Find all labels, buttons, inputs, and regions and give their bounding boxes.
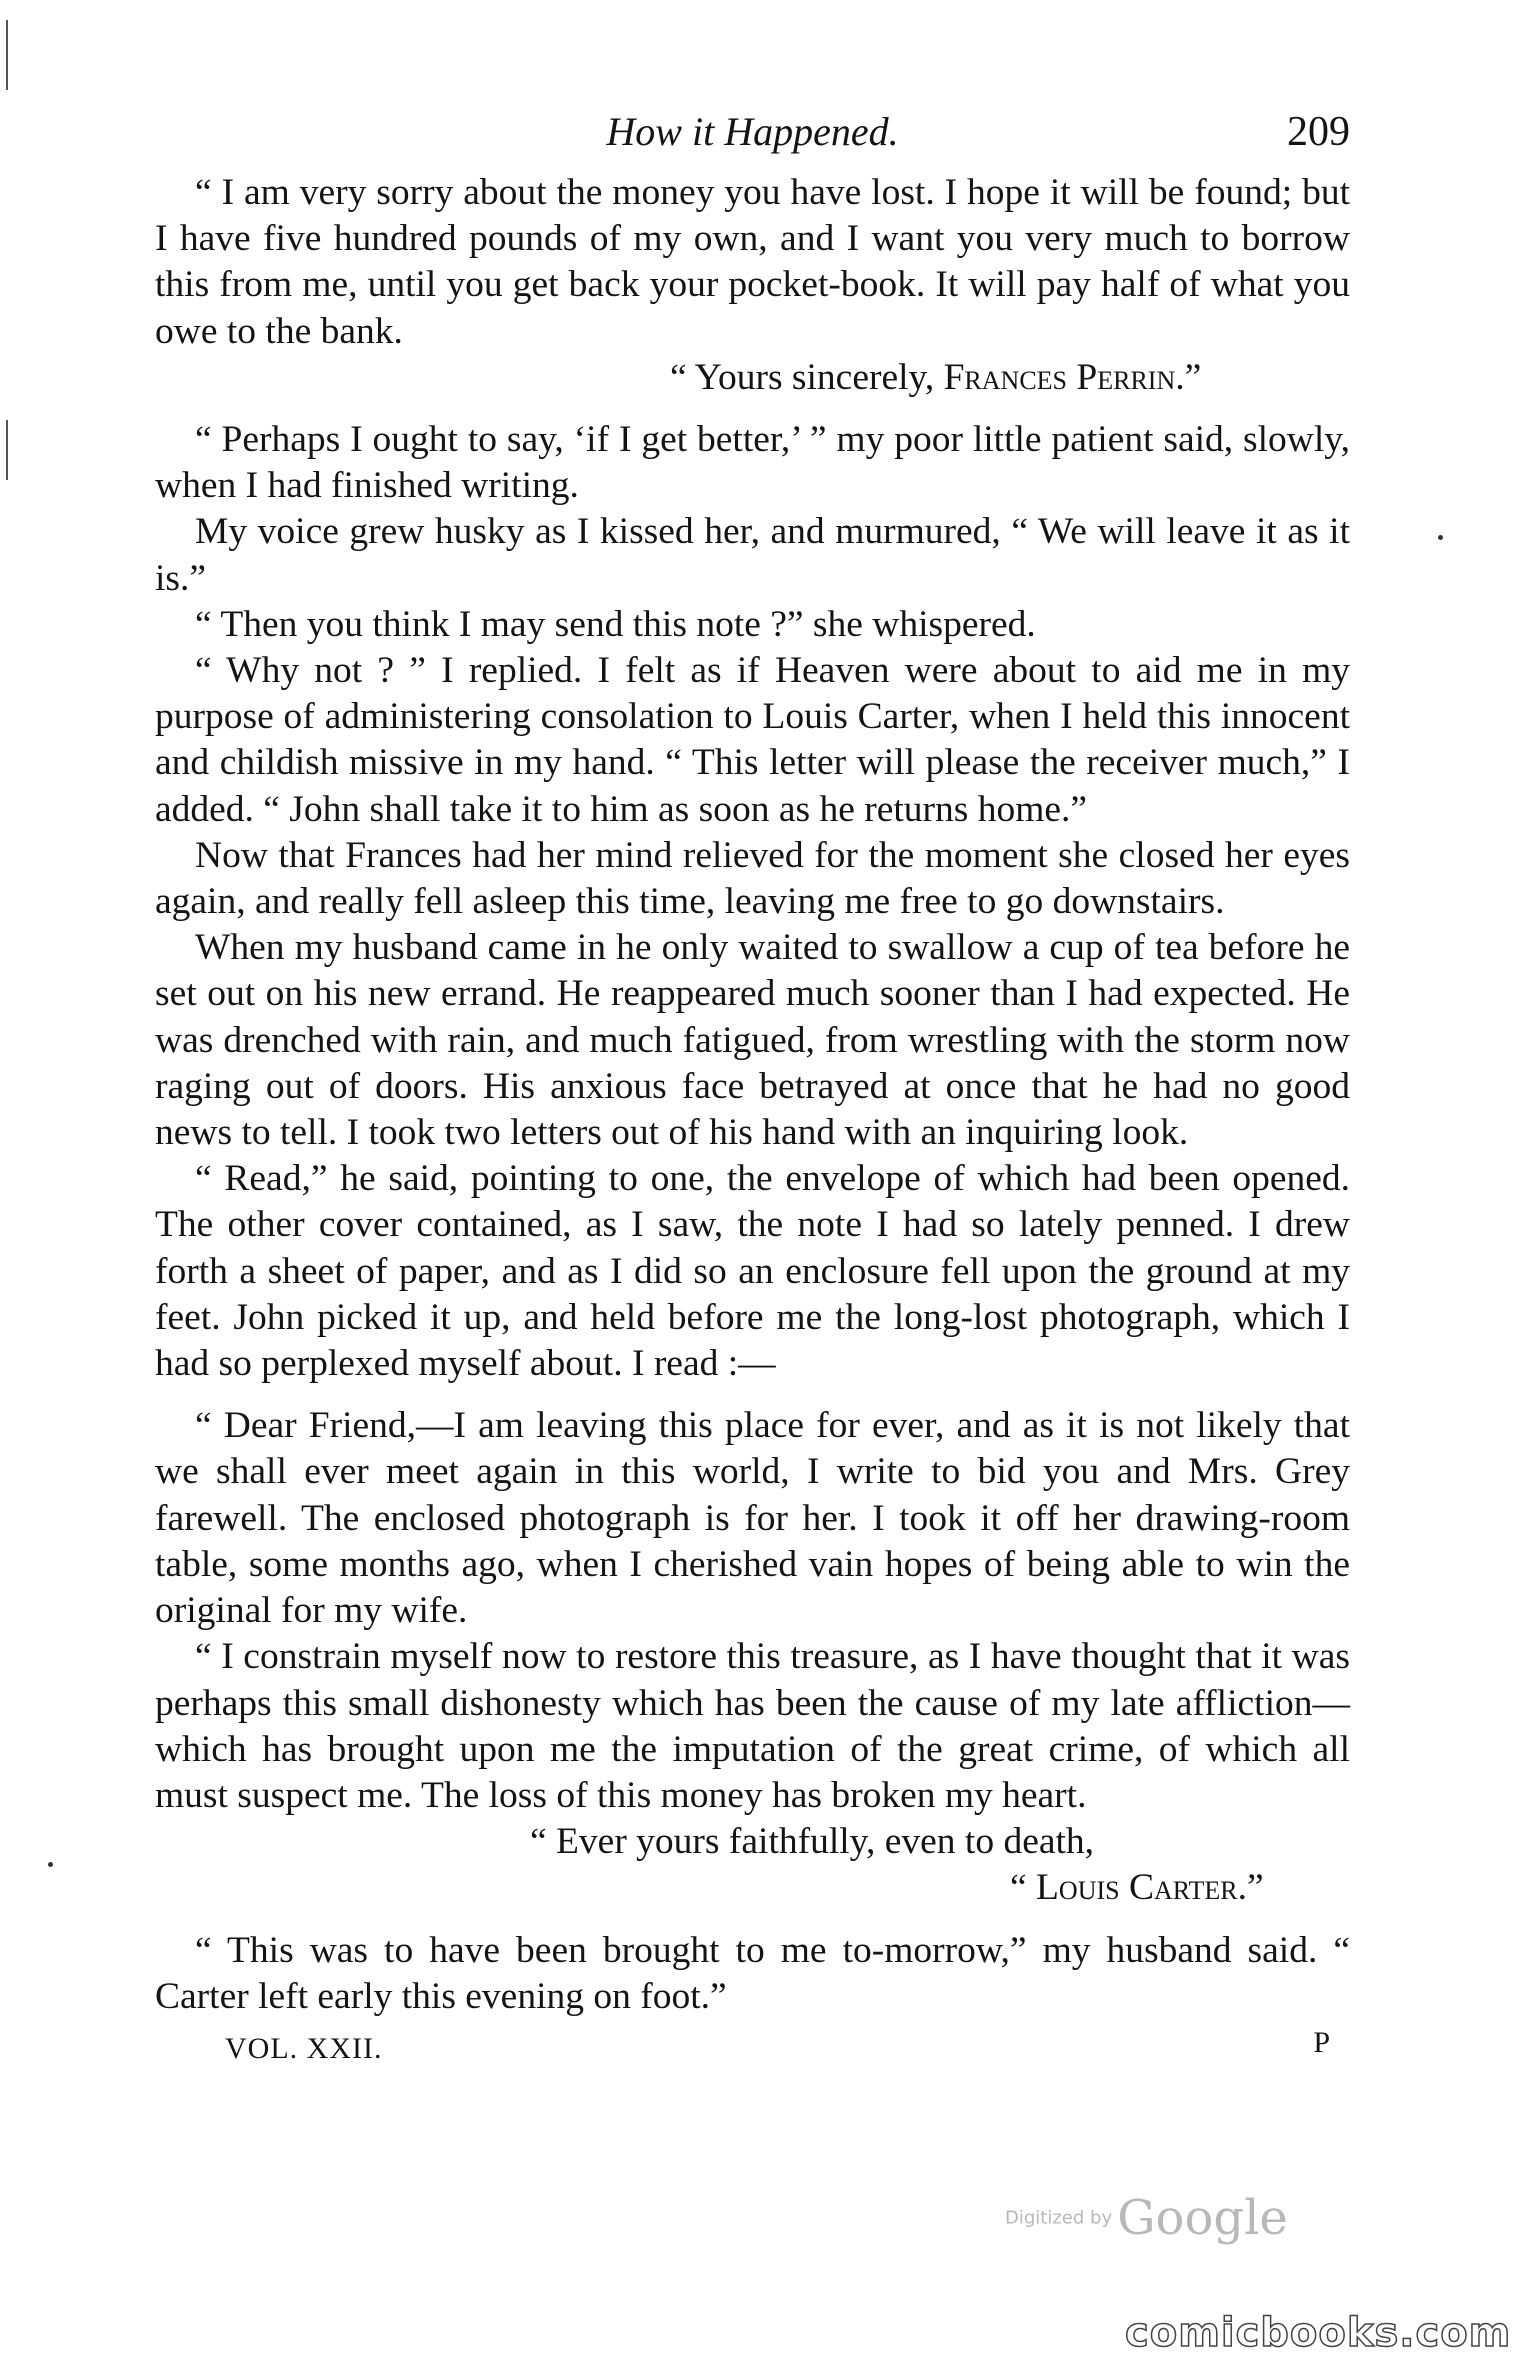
body-paragraph: Now that Frances had her mind relieved for the moment she closed her eyes again, and really fell asleep this time, leaving me free to go downstairs. xyxy=(155,834,1350,923)
page-edge-mark xyxy=(6,20,8,90)
running-title: How it Happened. xyxy=(606,109,899,154)
signature-name: Frances Perrin.” xyxy=(943,356,1202,398)
book-page xyxy=(155,100,1350,2086)
page-number: 209 xyxy=(1287,109,1350,155)
letter-paragraph: “ I am very sorry about the money you have lost. I hope it will be found; but I have five hundred pounds of my own, and I want you very much to borrow this from me, until you get back your pocket-book. It will pay half of what you owe to the bank. xyxy=(155,172,1350,352)
letter-signature-name: “ Louis Carter.” xyxy=(1010,1867,1264,1909)
running-header xyxy=(155,100,1350,170)
signature-mark: P xyxy=(1313,2025,1330,2059)
letter-signature xyxy=(155,355,1350,401)
letter-closing: “ Ever yours faithfully, even to death, xyxy=(530,1821,1095,1863)
page-footer xyxy=(155,2026,1350,2086)
digitized-by-text: Digitized by xyxy=(1005,2207,1113,2229)
letter-paragraph: “ Dear Friend,—I am leaving this place for ever, and as it is not likely that we shall ever meet again in this world, I write to bid you and Mrs. Grey farewell. The enclosed photograph is for her. I took it off her drawing-room table, some months ago, when I cherished vain hopes of being able to win the original for my wife. xyxy=(155,1405,1350,1632)
letter-paragraph: “ I constrain myself now to restore this treasure, as I have thought that it was perhaps this small dishonesty which has been the cause of my late affliction—which has brought upon me the imputation of the great crime, of which all must suspect me. The loss of this money has broken my heart. xyxy=(155,1636,1350,1816)
ink-speck xyxy=(48,1862,53,1867)
body-paragraph: When my husband came in he only waited to swallow a cup of tea before he set out on his new errand. He reappeared much sooner than I had expected. He was drenched with rain, and much fatigued, from wrestling with the storm now raging out of doors. His anxious face betrayed at once that he had no good news to tell. I took two letters out of his hand with an inquiring look. xyxy=(155,927,1350,1154)
body-paragraph: “ Why not ? ” I replied. I felt as if Heaven were about to aid me in my purpose of administering consolation to Louis Carter, when I held this innocent and childish missive in my hand. “ This letter will please the receiver much,” I added. “ John shall take it to him as soon as he returns home.” xyxy=(155,650,1350,830)
body-paragraph: My voice grew husky as I kissed her, and murmured, “ We will leave it as it is.” xyxy=(155,511,1350,599)
volume-label: VOL. XXII. xyxy=(225,2031,383,2065)
body-paragraph: “ Then you think I may send this note ?” she whispered. xyxy=(195,603,1036,645)
page-edge-mark xyxy=(6,420,8,480)
google-logo-text: Google xyxy=(1117,2190,1288,2246)
google-watermark xyxy=(1005,2190,1288,2246)
body-paragraph: “ Perhaps I ought to say, ‘if I get better,’ ” my poor little patient said, slowly, when I had finished writing. xyxy=(155,419,1350,507)
signature-closing: “ Yours sincerely, xyxy=(670,356,944,398)
site-watermark: comicbooks.com xyxy=(1125,2310,1512,2356)
ink-speck xyxy=(1438,535,1443,540)
body-paragraph: “ This was to have been brought to me to-morrow,” my husband said. “ Carter left early this evening on foot.” xyxy=(155,1929,1350,2017)
body-paragraph: “ Read,” he said, pointing to one, the envelope of which had been opened. The other cover contained, as I saw, the note I had so lately penned. I drew forth a sheet of paper, and as I did so an enclosure fell upon the ground at my feet. John picked it up, and held before me the long-lost photograph, which I had so perplexed myself about. I read :— xyxy=(155,1158,1350,1385)
